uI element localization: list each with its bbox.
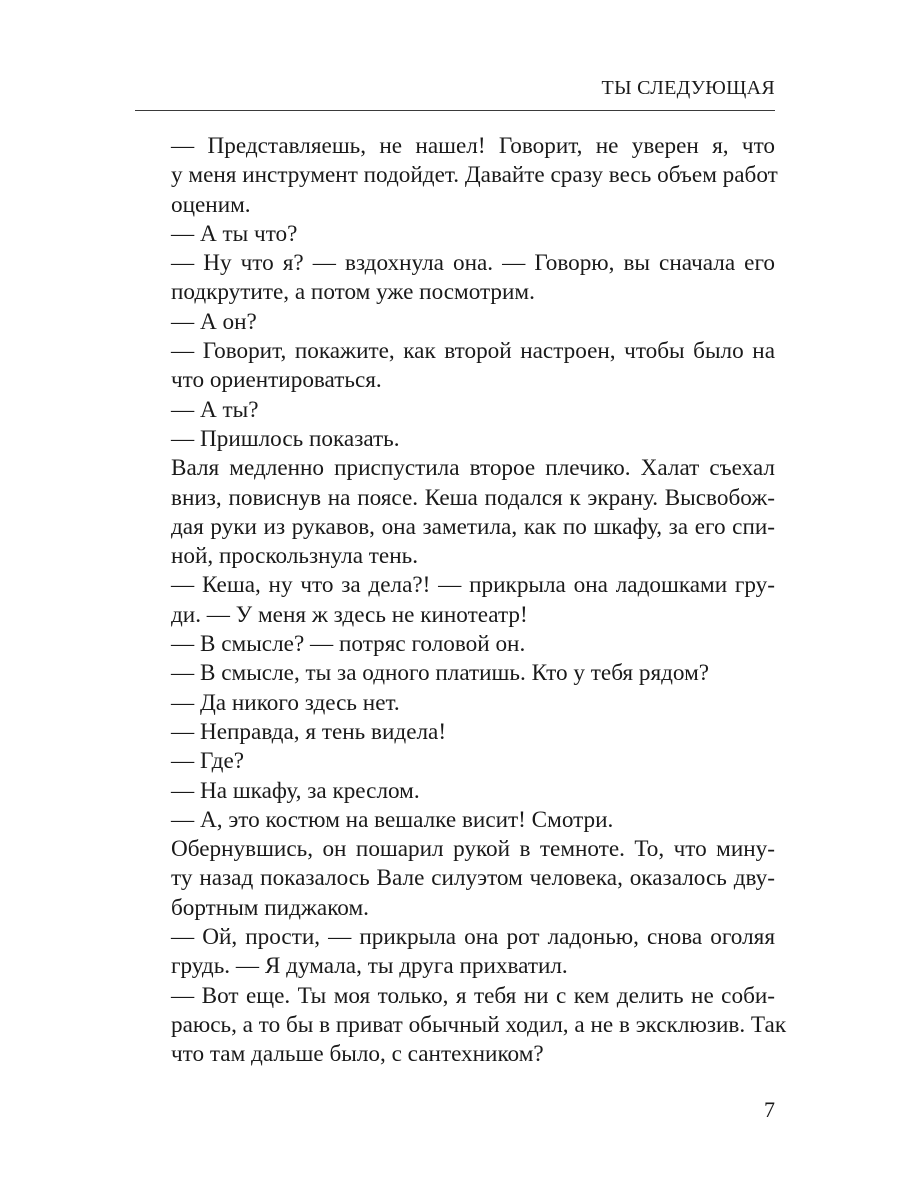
text-line: — Да никого здесь нет. xyxy=(171,689,400,716)
text-paragraph xyxy=(135,454,775,571)
text-paragraph xyxy=(135,249,775,308)
text-line: — А, это костюм на вешалке висит! Смотри. xyxy=(171,806,614,833)
text-line: — Представляешь, не нашел! Говорит, не уверен я, что xyxy=(171,133,775,159)
text-line: — Неправда, я тень видела! xyxy=(171,718,447,745)
text-line: грудь. — Я думала, ты друга прихватил. xyxy=(171,953,568,980)
text-paragraph xyxy=(135,923,775,982)
text-line: что ориентироваться. xyxy=(171,367,382,394)
text-line: — Вот еще. Ты моя только, я тебя ни с кем делить не соби- xyxy=(171,982,775,1009)
text-line: — А ты? xyxy=(171,396,259,423)
text-paragraph xyxy=(135,982,787,1070)
text-paragraph xyxy=(135,308,775,337)
text-line: бортным пиджаком. xyxy=(171,894,369,921)
text-paragraph xyxy=(135,396,775,425)
text-line: подкрутите, а потом уже посмотрим. xyxy=(171,279,535,306)
text-line: дая руки из рукавов, она заметила, как по шкафу, за его спи- xyxy=(171,513,775,540)
text-line: раюсь, а то бы в приват обычный ходил, а не в эксклюзив. Так xyxy=(171,1011,787,1038)
text-paragraph xyxy=(135,630,775,659)
text-paragraph xyxy=(135,659,775,688)
text-line: — Говорит, покажите, как второй настроен, чтобы было на xyxy=(171,338,775,365)
text-line: — А он? xyxy=(171,308,257,335)
text-line: ту назад показалось Вале силуэтом человека, оказалось дву- xyxy=(171,865,775,892)
text-line: ной, проскользнула тень. xyxy=(171,543,419,570)
text-line: у меня инструмент подойдет. Давайте сразу весь объем работ xyxy=(171,162,778,189)
text-line: вниз, повиснув на поясе. Кеша подался к экрану. Высвобож- xyxy=(171,484,775,511)
running-header xyxy=(135,74,775,111)
page-number: 7 xyxy=(764,1097,775,1122)
text-line: — А ты что? xyxy=(171,220,298,247)
text-line: — На шкафу, за креслом. xyxy=(171,777,420,804)
text-line: — В смысле, ты за одного платишь. Кто у тебя рядом? xyxy=(171,660,710,687)
text-line: Обернувшись, он пошарил рукой в темноте. То, что мину- xyxy=(171,836,775,863)
text-paragraph xyxy=(135,220,775,249)
text-line: Валя медленно приспустила второе плечико. Халат съехал xyxy=(171,455,775,482)
text-paragraph xyxy=(135,835,775,923)
text-paragraph xyxy=(135,571,775,630)
text-line: — Ну что я? — вздохнула она. — Говорю, вы сначала его xyxy=(171,250,775,277)
text-line: ди. — У меня ж здесь не кинотеатр! xyxy=(171,601,528,628)
text-line: — Кеша, ну что за дела?! — прикрыла она ладошками гру- xyxy=(171,572,775,599)
text-paragraph xyxy=(135,718,775,747)
text-line: — Ой, прости, — прикрыла она рот ладонью, снова оголяя xyxy=(171,924,775,951)
text-paragraph xyxy=(135,132,778,220)
text-paragraph xyxy=(135,337,775,396)
text-line: — Пришлось показать. xyxy=(171,425,400,452)
text-paragraph xyxy=(135,689,775,718)
text-paragraph xyxy=(135,777,775,806)
text-paragraph xyxy=(135,425,775,454)
text-line: оценим. xyxy=(171,191,251,218)
text-line: что там дальше было, с сантехником? xyxy=(171,1041,544,1068)
text-paragraph xyxy=(135,806,775,835)
text-line: — В смысле? — потряс головой он. xyxy=(171,631,526,658)
text-paragraph xyxy=(135,747,775,776)
text-line: — Где? xyxy=(171,748,245,775)
running-title: ТЫ СЛЕДУЮЩАЯ xyxy=(601,77,775,99)
page-body-text xyxy=(135,132,787,1070)
